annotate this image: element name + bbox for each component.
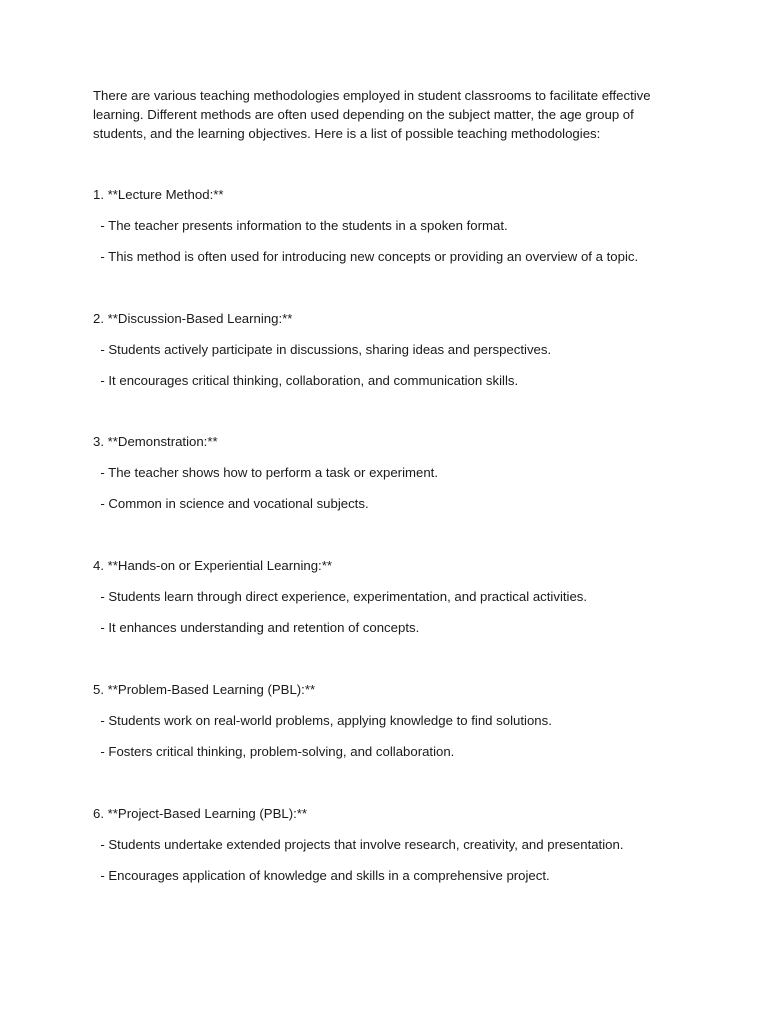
intro-paragraph: There are various teaching methodologies employed in student classrooms to facilitate effective learning. Different methods are often used depending on the subject matter, the age group of students, and the learning objectives. Here is a list of possible teaching methodologies: [93,88,651,141]
section-bullet: - This method is often used for introducing new concepts or providing an overview of a topic. [93,249,639,264]
section-bullet: - It encourages critical thinking, collaboration, and communication skills. [93,373,519,388]
section-bullet: - The teacher shows how to perform a task or experiment. [93,465,438,480]
section-bullet: - The teacher presents information to the students in a spoken format. [93,218,508,233]
section-heading: 2. **Discussion-Based Learning:** [93,311,293,326]
section-problem-based-learning [93,681,713,761]
section-heading: 3. **Demonstration:** [93,434,218,449]
section-bullet: - Students actively participate in discussions, sharing ideas and perspectives. [93,342,552,357]
section-bullet: - Encourages application of knowledge and skills in a comprehensive project. [93,868,550,883]
section-discussion-based-learning [93,310,713,390]
section-heading: 4. **Hands-on or Experiential Learning:** [93,558,332,573]
section-heading: 6. **Project-Based Learning (PBL):** [93,806,308,821]
section-heading: 1. **Lecture Method:** [93,187,224,202]
section-bullet: - Students work on real-world problems, applying knowledge to find solutions. [93,713,552,728]
section-heading: 5. **Problem-Based Learning (PBL):** [93,682,316,697]
section-bullet: - Fosters critical thinking, problem-solving, and collaboration. [93,744,455,759]
section-lecture-method [93,186,713,266]
section-hands-on-learning [93,557,713,637]
section-bullet: - Common in science and vocational subjects. [93,496,369,511]
section-project-based-learning [93,805,713,885]
section-demonstration [93,433,713,513]
section-bullet: - Students undertake extended projects that involve research, creativity, and presentation. [93,837,624,852]
section-bullet: - Students learn through direct experience, experimentation, and practical activities. [93,589,588,604]
section-bullet: - It enhances understanding and retention of concepts. [93,620,420,635]
